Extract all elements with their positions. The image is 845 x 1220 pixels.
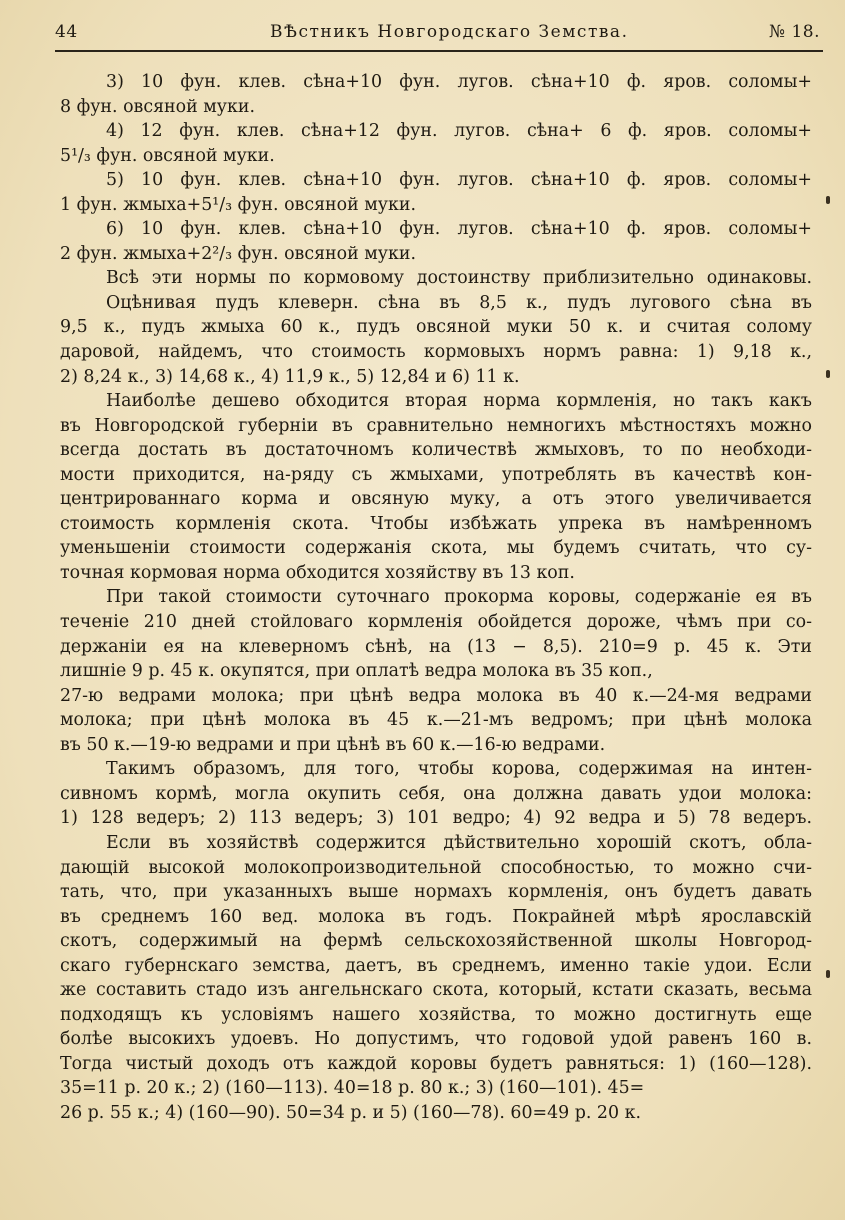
text-line: 35=11 р. 20 к.; 2) (160—113). 40=18 р. 80 к.; 3) (160—101). 45=	[60, 1078, 645, 1099]
text-line: Всѣ эти нормы по кормовому достоинству приблизительно одинаковы.	[106, 268, 812, 289]
text-line: 9,5 к., пудъ жмыха 60 к., пудъ овсяной муки 50 к. и считая солому	[60, 317, 812, 338]
text-line: 8 фун. овсяной муки.	[60, 96, 255, 117]
text-line: Оцѣнивая пудъ клеверн. сѣна въ 8,5 к., пудъ лугового сѣна въ	[106, 292, 812, 313]
text-line: Если въ хозяйствѣ содержится дѣйствительно хорошій скотъ, обла-	[106, 832, 812, 853]
journal-title: ВѢстникъ Новгородскаго Земства.	[270, 22, 629, 42]
text-line: скаго губернскаго земства, даетъ, въ среднемъ, именно такіе удои. Если	[60, 955, 812, 976]
text-line: лишніе 9 р. 45 к. окупятся, при оплатѣ ведра молока въ 35 коп.,	[60, 661, 653, 682]
text-line: 26 р. 55 к.; 4) (160—90). 50=34 р. и 5) (160—78). 60=49 р. 20 к.	[60, 1102, 641, 1123]
text-line: даровой, найдемъ, что стоимость кормовыхъ нормъ равна: 1) 9,18 к.,	[60, 342, 812, 363]
text-line: Наиболѣе дешево обходится вторая норма кормленія, но такъ какъ	[106, 391, 812, 412]
text-line: въ Новгородской губерніи въ сравнительно немногихъ мѣстностяхъ можно	[60, 415, 812, 436]
text-line: 6) 10 фун. клев. сѣна+10 фун. лугов. сѣна+10 ф. яров. соломы+	[106, 219, 812, 240]
text-line: 2) 8,24 к., 3) 14,68 к., 4) 11,9 к., 5) 12,84 и 6) 11 к.	[60, 366, 520, 387]
text-line: въ среднемъ 160 вед. молока въ годъ. Покрайней мѣрѣ ярославскій	[60, 906, 812, 927]
text-line: 27-ю ведрами молока; при цѣнѣ ведра молока въ 40 к.—24-мя ведрами	[60, 685, 812, 706]
text-line: 2 фун. жмыха+2²/₃ фун. овсяной муки.	[60, 243, 416, 264]
issue-number: № 18.	[768, 22, 820, 42]
text-line: же составить стадо изъ ангельнскаго скота, который, кстати сказать, весьма	[60, 980, 812, 1001]
text-line: При такой стоимости суточнаго прокорма коровы, содержаніе ея въ	[106, 587, 812, 608]
text-line: въ 50 к.—19-ю ведрами и при цѣнѣ въ 60 к.—16-ю ведрами.	[60, 734, 606, 755]
margin-mark	[826, 370, 830, 378]
text-line: всегда достать въ достаточномъ количествѣ жмыховъ, то по необходи-	[60, 440, 812, 461]
text-line: сивномъ кормѣ, могла окупить себя, она должна давать удои молока:	[60, 783, 812, 804]
text-line: молока; при цѣнѣ молока въ 45 к.—21-мъ ведромъ; при цѣнѣ молока	[60, 710, 812, 731]
text-line: подходящъ къ условіямъ нашего хозяйства, то можно достигнуть еще	[60, 1004, 812, 1025]
text-line: 1) 128 ведеръ; 2) 113 ведеръ; 3) 101 ведро; 4) 92 ведра и 5) 78 ведеръ.	[60, 808, 812, 829]
text-line: теченіе 210 дней стойловаго кормленія обойдется дороже, чѣмъ при со-	[60, 612, 812, 633]
body-text	[60, 70, 812, 1126]
header-rule	[55, 50, 823, 52]
text-line: 5) 10 фун. клев. сѣна+10 фун. лугов. сѣна+10 ф. яров. соломы+	[106, 170, 812, 191]
page-number: 44	[55, 22, 78, 42]
text-line: Такимъ образомъ, для того, чтобы корова, содержимая на интен-	[106, 759, 812, 780]
text-line: тать, что, при указанныхъ выше нормахъ кормленія, онъ будетъ давать	[60, 882, 812, 903]
text-line: мости приходится, на-ряду съ жмыхами, употреблять въ качествѣ кон-	[60, 464, 812, 485]
text-line: стоимость кормленія скота. Чтобы избѣжать упрека въ намѣренномъ	[60, 513, 812, 534]
text-line: скотъ, содержимый на фермѣ сельскохозяйственной школы Новгород-	[60, 931, 812, 952]
text-line: уменьшеніи стоимости содержанія скота, мы будемъ считать, что су-	[60, 538, 812, 559]
margin-mark	[826, 196, 830, 204]
text-line: держаніи ея на клеверномъ сѣнѣ, на (13 − 8,5). 210=9 р. 45 к. Эти	[60, 636, 812, 657]
margin-mark	[826, 970, 830, 978]
text-line: дающій высокой молокопроизводительной способностью, то можно счи-	[60, 857, 812, 878]
text-line: Тогда чистый доходъ отъ каждой коровы будетъ равняться: 1) (160—128).	[60, 1053, 812, 1074]
text-line: болѣе высокихъ удоевъ. Но допустимъ, что годовой удой равенъ 160 в.	[60, 1029, 812, 1050]
text-line: 1 фун. жмыха+5¹/₃ фун. овсяной муки.	[60, 194, 416, 215]
text-line: 3) 10 фун. клев. сѣна+10 фун. лугов. сѣна+10 ф. яров. соломы+	[106, 72, 812, 92]
running-header	[55, 22, 820, 48]
text-line: 5¹/₃ фун. овсяной муки.	[60, 145, 275, 166]
text-line: центрированнаго корма и овсяную муку, а отъ этого увеличивается	[60, 489, 812, 510]
text-line: точная кормовая норма обходится хозяйству въ 13 коп.	[60, 562, 575, 583]
text-line: 4) 12 фун. клев. сѣна+12 фун. лугов. сѣна+ 6 ф. яров. соломы+	[106, 121, 812, 142]
